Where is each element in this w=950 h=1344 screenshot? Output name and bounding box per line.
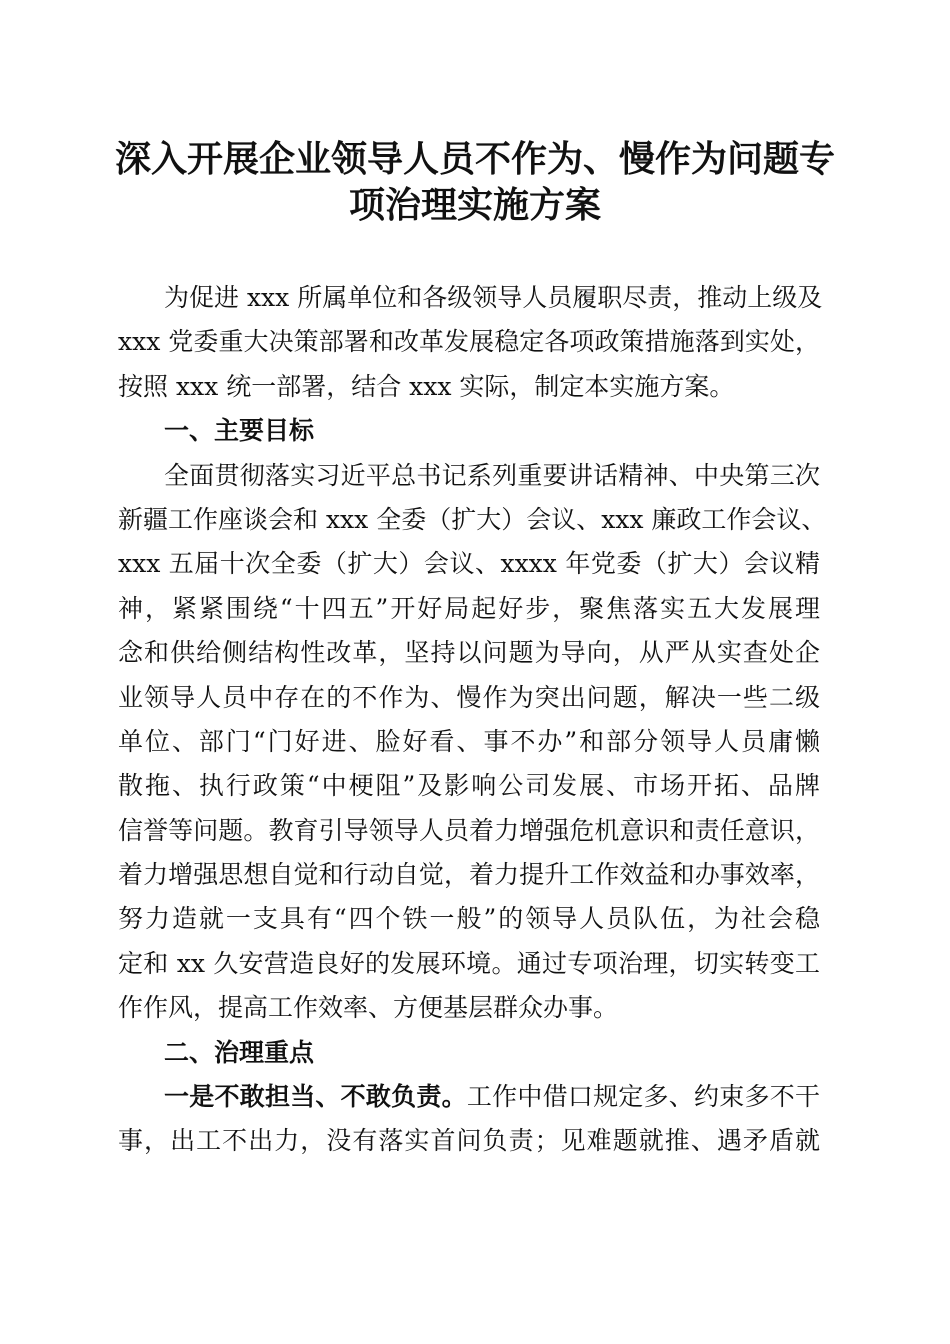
paragraph-line: 努力造就一支具有“四个铁一般”的领导人员队伍，为社会稳 [118,904,820,934]
paragraph-line: 散拖、执行政策“中梗阻”及影响公司发展、市场开拓、品牌 [118,771,820,801]
paragraph-line: 神，紧紧围绕“十四五”开好局起好步，聚焦落实五大发展理 [118,593,820,623]
paragraph-line [118,1075,820,1119]
paragraph-line: 事，出工不出力，没有落实首问负责；见难题就推、遇矛盾就 [118,1126,820,1156]
paragraph-line: 念和供给侧结构性改革，坚持以问题为导向，从严从实查处企 [118,638,820,668]
document-title [110,136,840,228]
focus-text: 工作中借口规定多、约束多不干 [466,1082,820,1112]
paragraph-line: 全面贯彻落实习近平总书记系列重要讲话精神、中央第三次 [164,460,820,490]
paragraph-line: 单位、部门“门好进、脸好看、事不办”和部分领导人员庸懒 [118,726,820,756]
paragraph-line: 定和 xx 久安营造良好的发展环境。通过专项治理，切实转变工 [118,948,820,978]
paragraph-line: 新疆工作座谈会和 xxx 全委（扩大）会议、xxx 廉政工作会议、 [118,504,827,534]
intro-line: 按照 xxx 统一部署，结合 xxx 实际，制定本实施方案。 [118,371,735,401]
focus-lead: 一是不敢担当、不敢负责。 [164,1082,467,1112]
focus-paragraph [118,1075,820,1164]
paragraph-line: 作作风，提高工作效率、方便基层群众办事。 [118,993,619,1023]
document-body [118,276,827,1164]
paragraph-line: 业领导人员中存在的不作为、慢作为突出问题，解决一些二级 [118,682,820,712]
intro-line: xxx 党委重大决策部署和改革发展稳定各项政策措施落到实处， [118,327,820,357]
paragraph-line: xxx 五届十次全委（扩大）会议、xxxx 年党委（扩大）会议精 [118,549,820,579]
goals-paragraph [118,454,827,1031]
title-line-2: 项治理实施方案 [348,184,601,226]
title-line-1: 深入开展企业领导人员不作为、慢作为问题专 [114,138,835,180]
intro-paragraph [118,276,823,409]
paragraph-line: 着力增强思想自觉和行动自觉，着力提升工作效益和办事效率， [118,860,820,890]
paragraph-line: 信誉等问题。教育引导领导人员着力增强危机意识和责任意识， [118,815,820,845]
section-heading-goals: 一、主要目标 [164,416,315,446]
intro-line: 为促进 xxx 所属单位和各级领导人员履职尽责，推动上级及 [164,283,823,312]
section-heading-focus: 二、治理重点 [164,1037,315,1067]
